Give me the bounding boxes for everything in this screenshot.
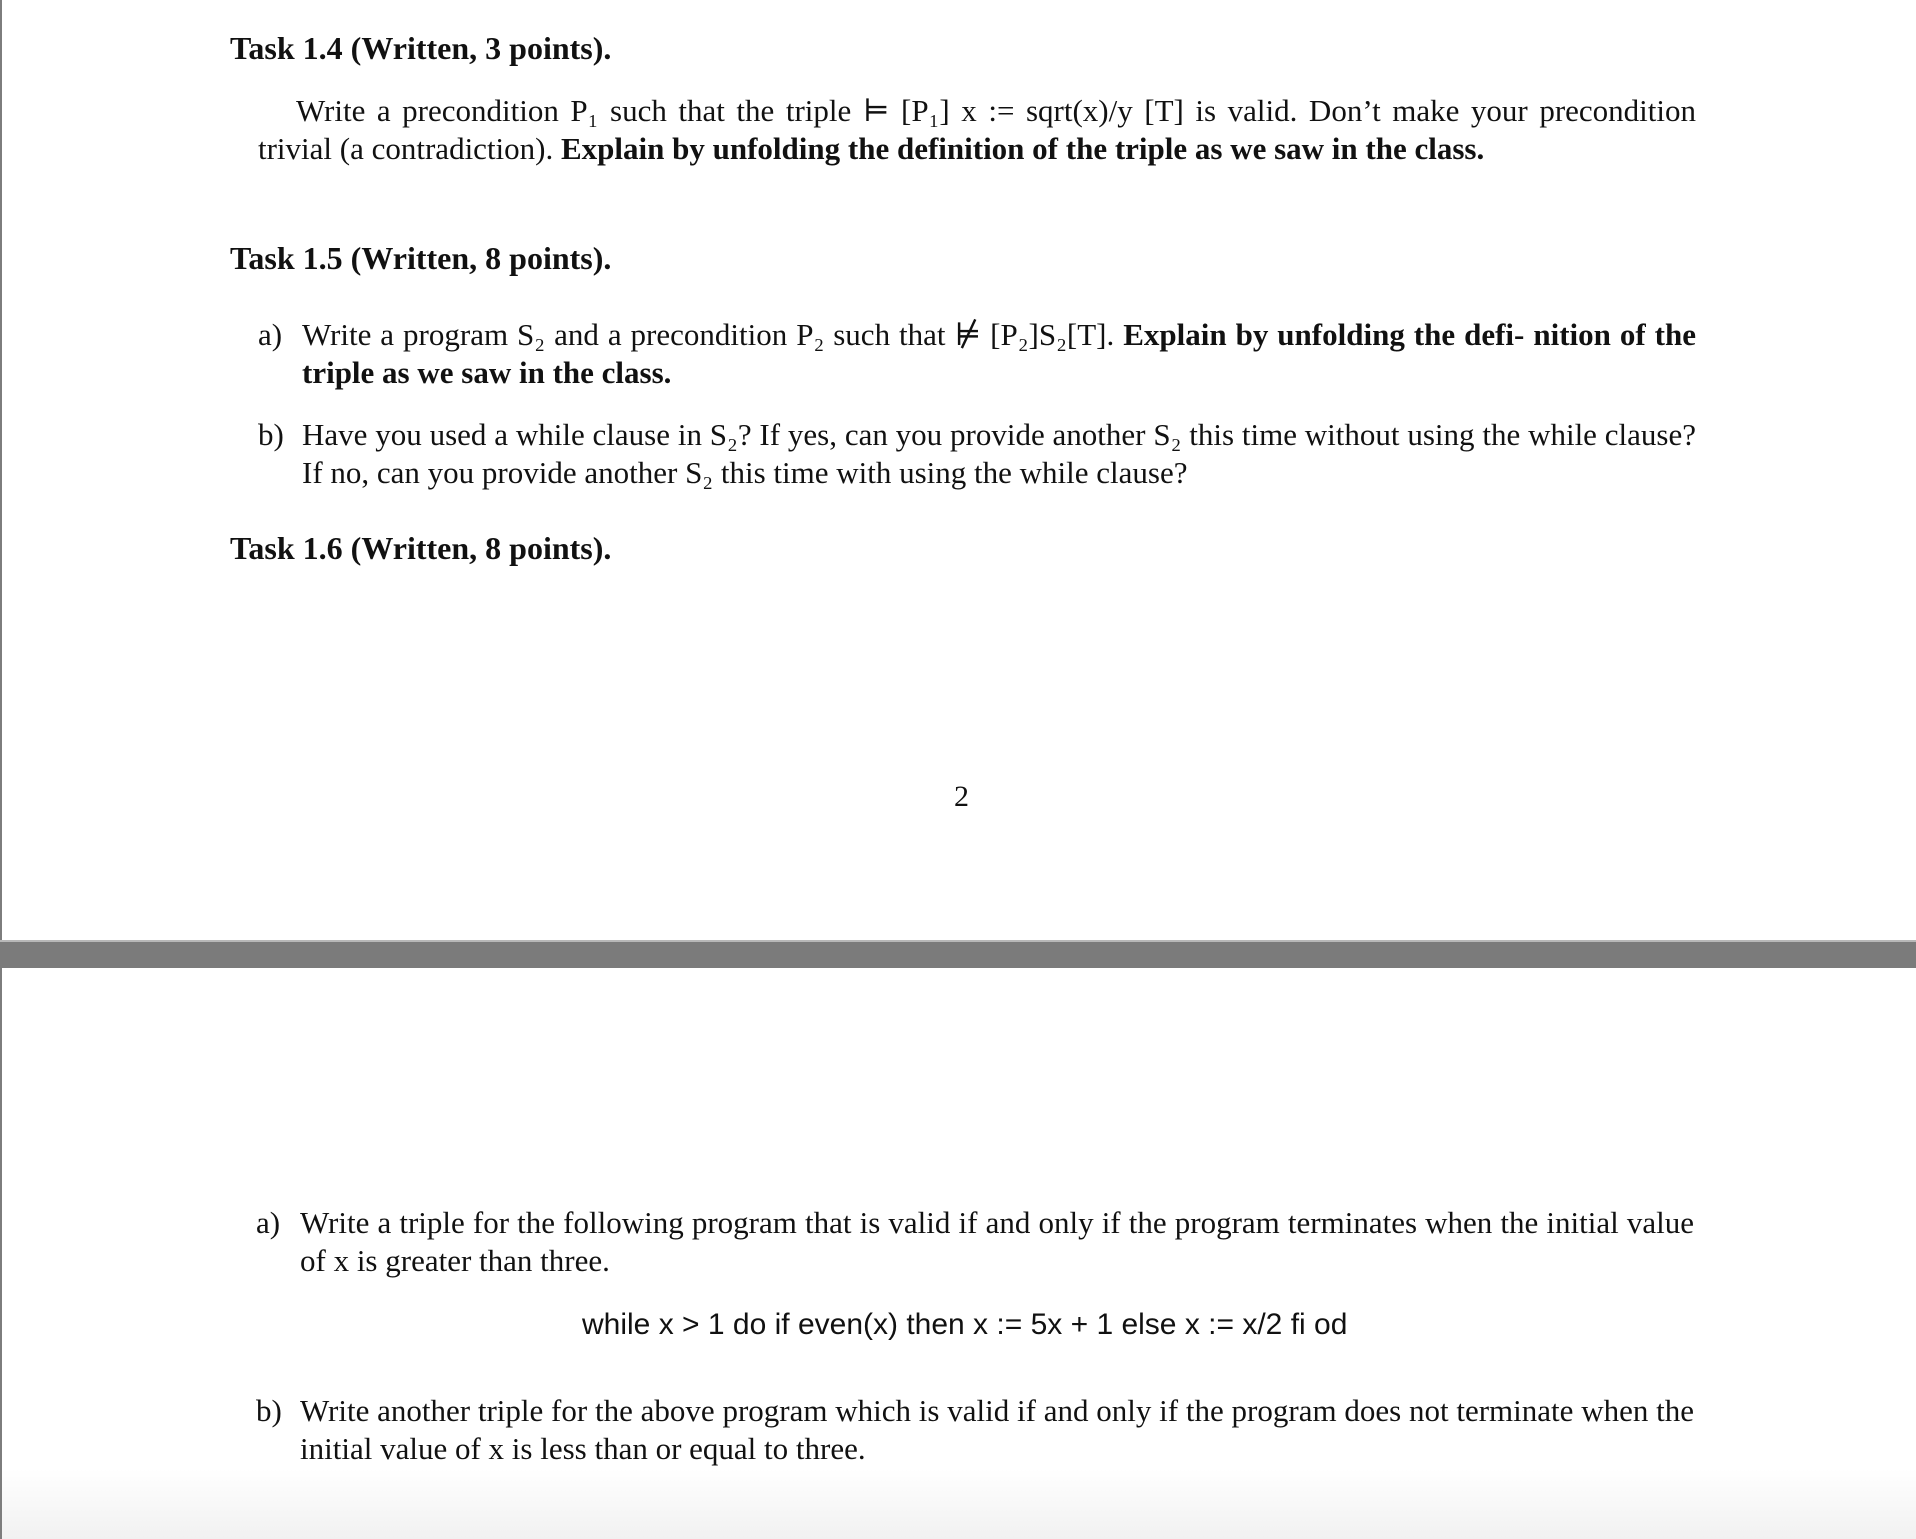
task-1-4-line-2: precondition trivial (a contradiction). xyxy=(258,93,1697,166)
task-1-6-a-label: a) xyxy=(256,1205,281,1240)
task-1-6-heading: Task 1.6 (Written, 8 points). xyxy=(230,530,612,566)
task-1-4-line-1: Write a precondition P₁ such that the triple ⊨ [P₁] x := sqrt(x)/y [T] is valid. Don’t make your xyxy=(296,93,1528,128)
task-1-5-a-label: a) xyxy=(258,317,283,352)
task-1-4-heading: Task 1.4 (Written, 3 points). xyxy=(230,30,612,66)
task-1-5-item-b xyxy=(258,416,1696,492)
page-number: 2 xyxy=(954,780,969,813)
task-1-6-program: while x > 1 do if even(x) then x := 5x + 1 else x := x/2 fi od xyxy=(582,1308,1348,1341)
task-1-5-b-text: Have you used a while clause in S₂? If yes, can you provide another S₂ this time without using the while clause? If no, can you provide another S₂ this time with using the while clause? xyxy=(302,417,1696,490)
task-1-6-item-a xyxy=(256,1204,1694,1280)
task-1-6-item-b xyxy=(256,1392,1694,1468)
task-1-4-bold-instruction: Explain by unfolding the definition of the triple as we saw in the class. xyxy=(561,131,1485,166)
task-1-5-a-text: Write a program S₂ and a precondition P₂ such that ⊭ [P₂]S₂[T]. xyxy=(302,317,1115,352)
task-1-6-a-text: Write a triple for the following program that is valid if and only if the program terminates when the initial value of x is greater than three. xyxy=(300,1205,1694,1278)
page-separator xyxy=(0,940,1916,968)
task-1-5-heading: Task 1.5 (Written, 8 points). xyxy=(230,240,612,276)
page-bottom-shade xyxy=(2,1469,1916,1539)
task-1-4-paragraph xyxy=(258,92,1696,168)
task-1-5-a-bold-instruction: Explain by unfolding the defi- nition of the triple as we saw in the class. xyxy=(302,317,1696,390)
task-1-6-b-label: b) xyxy=(256,1393,282,1428)
task-1-5-item-a xyxy=(258,316,1696,392)
task-1-6-b-text: Write another triple for the above program which is valid if and only if the program does not terminate when the initial value of x is less than or equal to three. xyxy=(300,1393,1694,1466)
task-1-5-b-label: b) xyxy=(258,417,284,452)
